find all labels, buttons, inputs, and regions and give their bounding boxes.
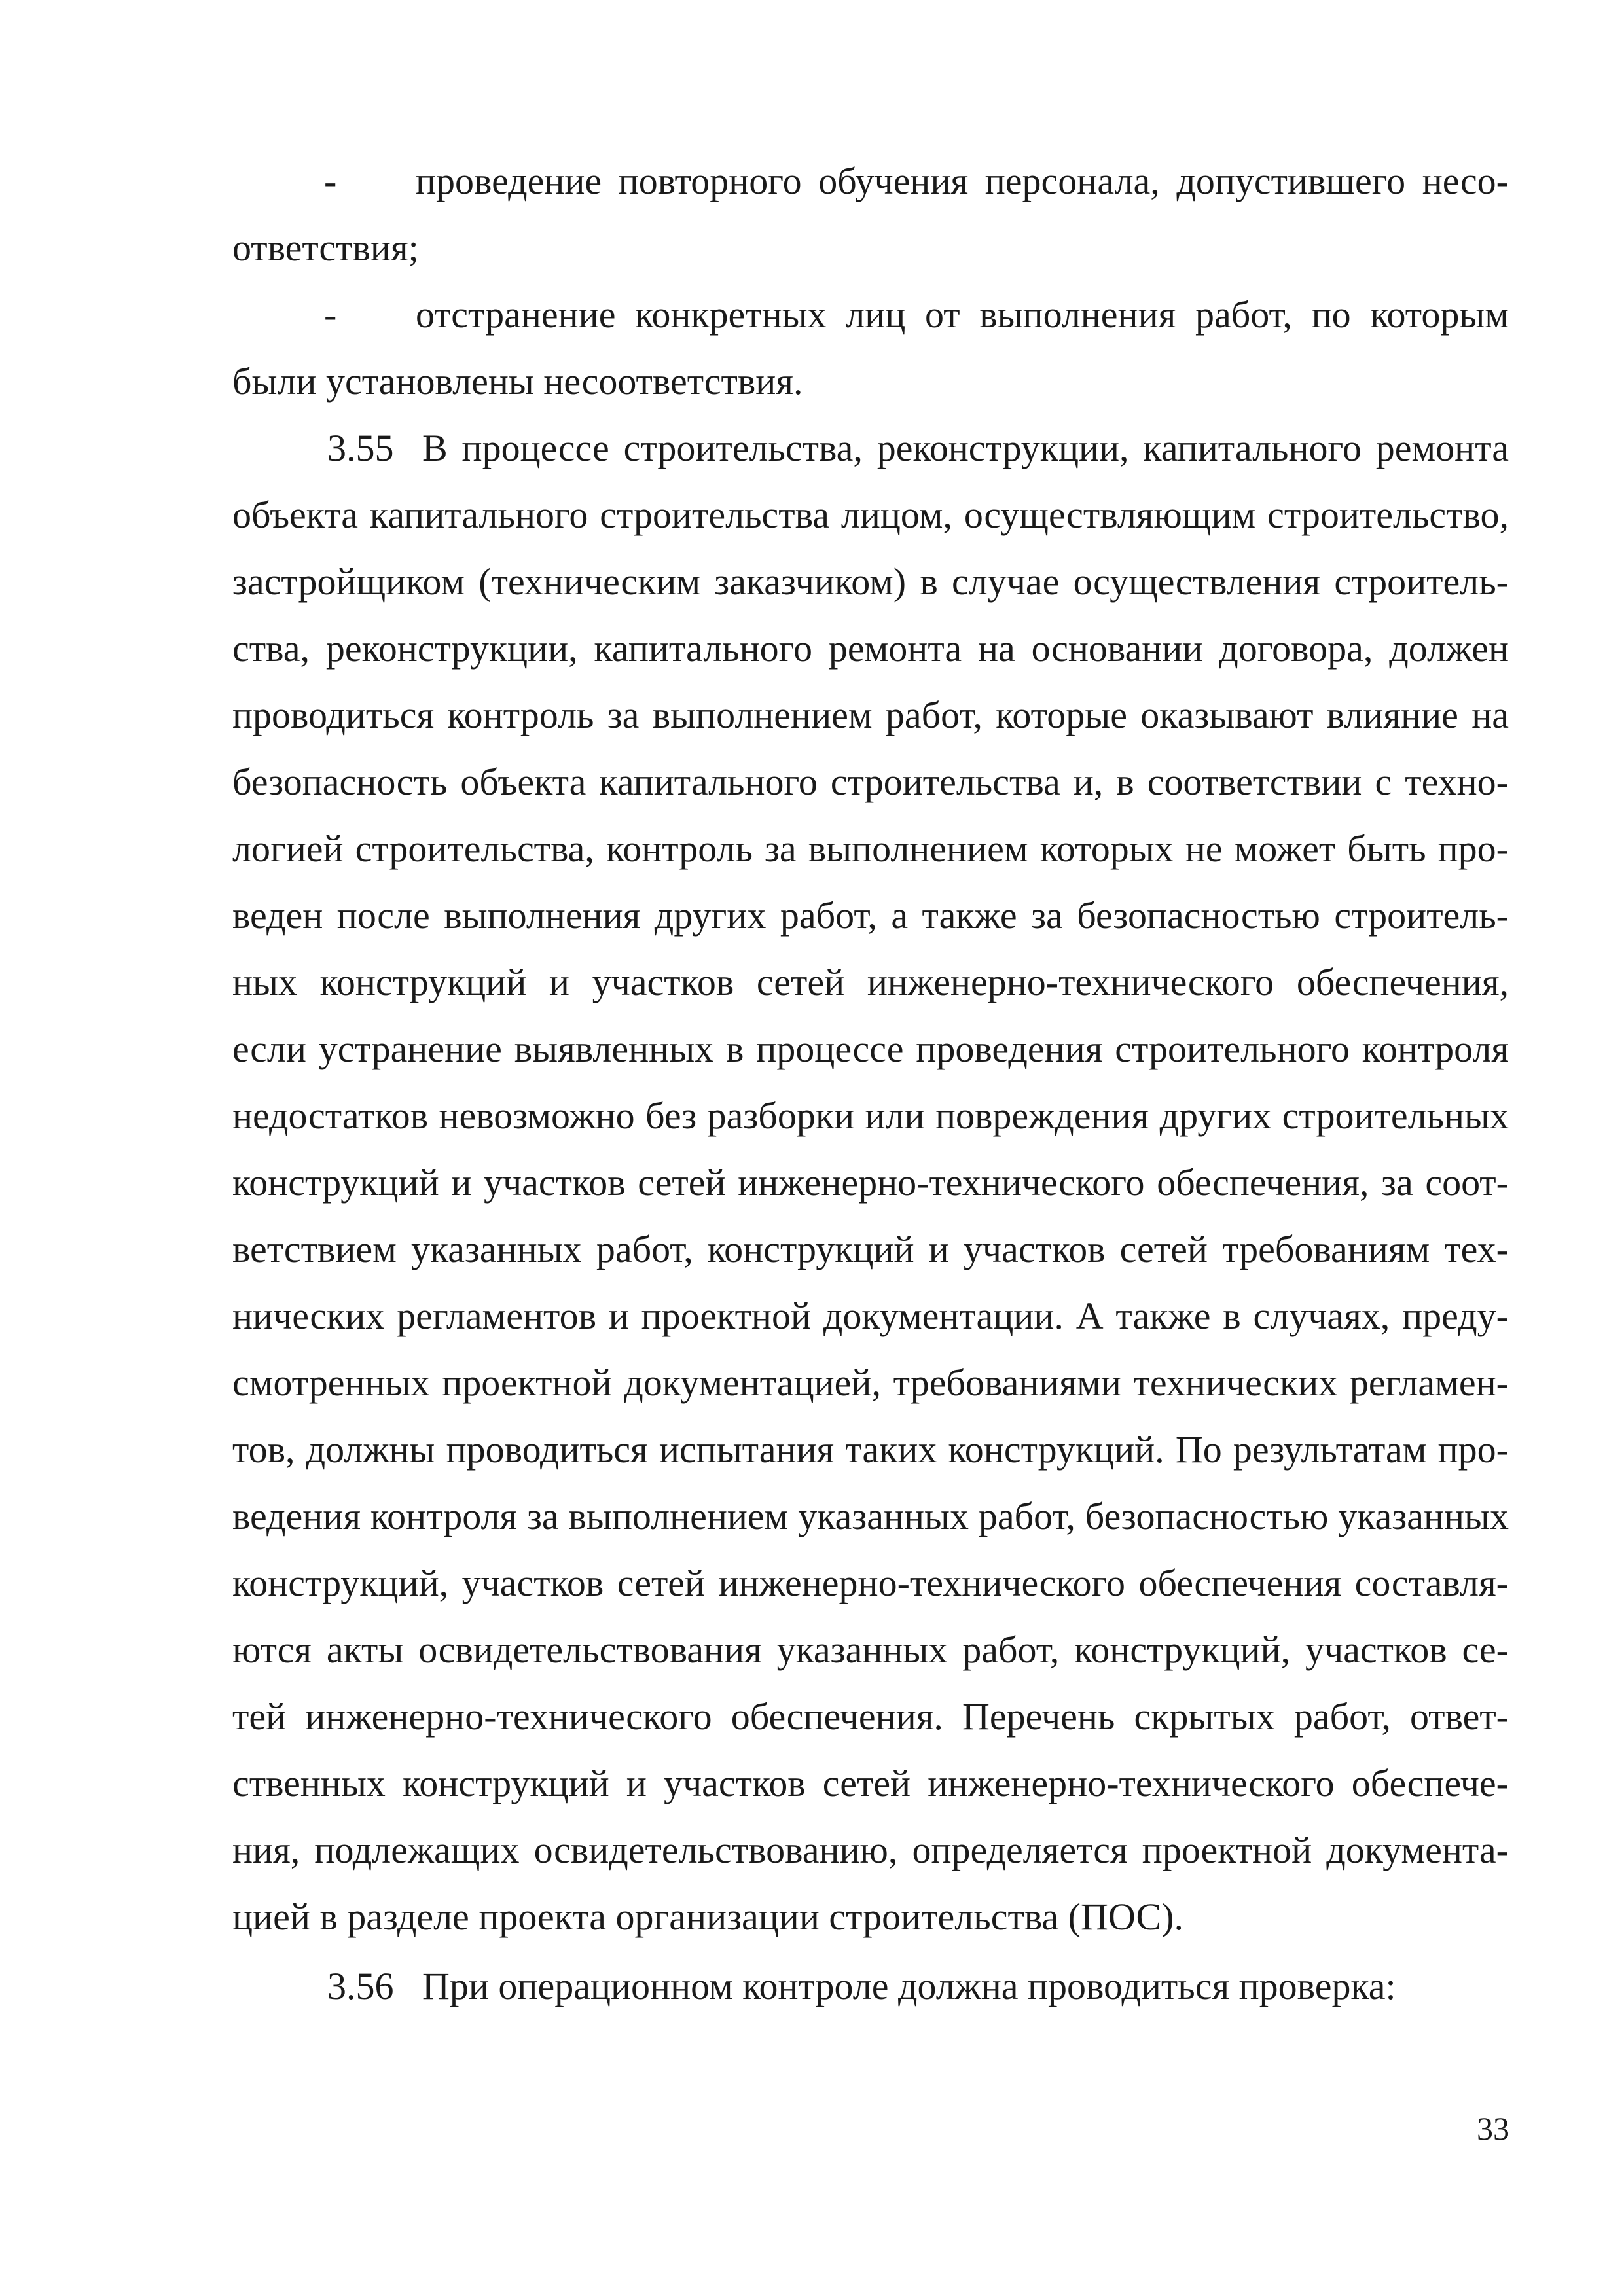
paragraph-body: объекта капитального строительства лицом, осуществляющим строительство, застройщиком (техническим заказчиком) в случае осуществления строительства, реконструкции, капитального ремонта на основании договора, должен проводиться контроль за выполнением работ, которые оказывают влияние на безопасность объекта капитального строительства и, в соответствии с технологией строительства, контроль за выполнением которых не может быть проведен после выполнения других работ, а также за безопасностью строительных конструкций и участков сетей инженерно-технического обеспечения, если устранение выявленных в процессе проведения строительного контроля недостатков невозможно без разборки или повреждения других строительных конструкций и участков сетей инженерно-технического обеспечения, за соответствием указанных работ, конструкций и участков сетей требованиям технических регламентов и проектной документации. А также в случаях, предусмотренных проектной документацией, требованиями технических регламентов, должны проводиться испытания таких конструкций. По результатам проведения контроля за выполнением указанных работ, безопасностью указанных конструкций, участков сетей инженерно-технического обеспечения составляются акты освидетельствования указанных работ, конструкций, участков сетей инженерно-технического обеспечения. Перечень скрытых работ, ответственных конструкций и участков сетей инженерно-технического обеспечения, подлежащих освидетельствованию, определяется проектной документацией в разделе проекта организации строительства (ПОС).: [232, 493, 1509, 1938]
paragraph-text: При операционном контроле должна проводиться проверка:: [422, 1965, 1396, 2007]
list-item-retraining: [232, 148, 1509, 281]
clause-number: 3.56: [327, 1965, 394, 2007]
paragraph-first-line: В процессе строительства, реконструкции, капитального ремонта: [422, 427, 1509, 469]
list-item-first-line: отстранение конкретных лиц от выполнения работ, по которым: [416, 293, 1509, 336]
list-item-removal: [232, 281, 1509, 415]
page-number: 33: [1477, 2110, 1509, 2147]
list-item-continuation: были установлены несоответствия.: [232, 360, 803, 403]
list-dash: -: [324, 160, 337, 202]
paragraph-3-56: [232, 1953, 1509, 2020]
list-item-continuation: ответствия;: [232, 226, 419, 269]
clause-number: 3.55: [327, 427, 394, 469]
paragraph-3-55: [232, 415, 1509, 1950]
list-item-first-line: проведение повторного обучения персонала, допустившего несо-: [416, 160, 1509, 202]
list-dash: -: [324, 293, 337, 336]
